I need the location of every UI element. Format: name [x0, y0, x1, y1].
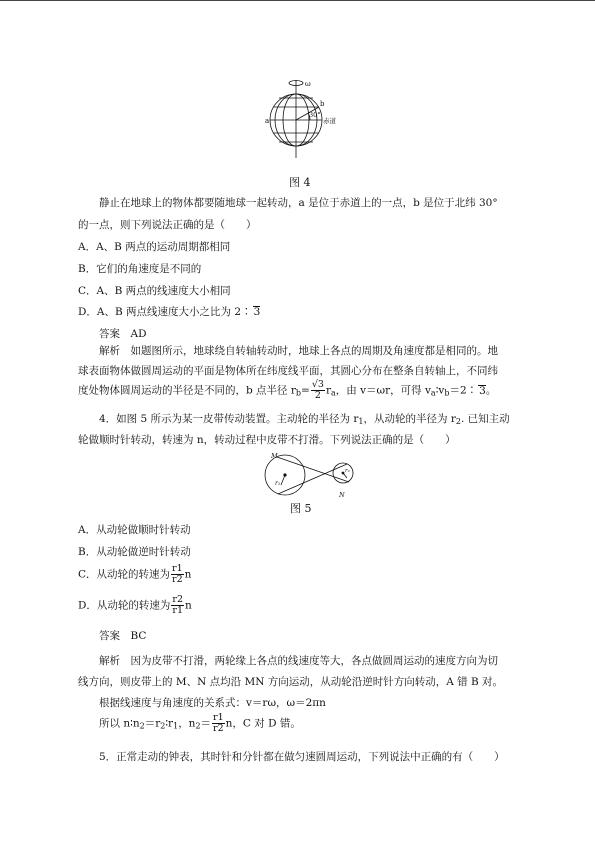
q4-option-c-fraction — [171, 564, 184, 585]
q3-exp3-r: r — [325, 384, 331, 397]
q3-explanation-line2: 球表面物体做圆周运动的平面是物体所在纬度线平面，其圆心分布在整条自转轴上，不同纬 — [78, 365, 498, 377]
q4-exp4-c: ∶r — [165, 717, 174, 730]
q4-option-d — [78, 595, 192, 616]
q4-option-c-post: n — [184, 568, 192, 581]
figure-4-label-30: 30° — [309, 111, 321, 119]
q4-stem-line1 — [99, 412, 510, 429]
q4-exp4-a: 所以 n∶n — [99, 717, 140, 730]
q4-exp4-d: ，n — [178, 717, 196, 730]
q4-option-b: B．从动轮做逆时针转动 — [78, 546, 191, 558]
q4-option-d-fraction — [171, 595, 184, 616]
q4-stem1-a: 4．如图 5 所示为某一皮带传动装置。主动轮的半径为 r — [99, 413, 359, 425]
figure-4-label-axis: 赤道 — [323, 117, 336, 125]
figure-4-caption: 图 4 — [289, 176, 311, 189]
figure-5-label-r1: r₁ — [275, 480, 281, 487]
q4-exp4-f: n，C 对 D 错。 — [225, 717, 301, 730]
q4-stem-line2: 轮做顺时针转动，转速为 n，转动过程中皮带不打滑。下列说法正确的是（ ） — [78, 434, 456, 446]
q4-option-d-post: n — [185, 599, 192, 612]
q3-exp3-sub-a: a — [331, 388, 336, 398]
q4-option-a: A．从动轮做顺时针转动 — [78, 524, 191, 536]
q4-exp4-num: r1 — [213, 712, 224, 723]
q4-exp4-b: ＝r — [144, 717, 161, 730]
q4-stem1-c: . 已知主动 — [460, 413, 510, 425]
q4-exp4-sub2: 2 — [139, 721, 145, 731]
q3-answer: 答案 AD — [99, 328, 147, 340]
figure-4-label-b: b — [320, 100, 325, 108]
q4-option-d-num: r2 — [172, 594, 184, 605]
q5-stem: 5．正常走动的钟表，其时针和分针都在做匀速圆周运动，下列说法中正确的有（ ） — [99, 751, 505, 763]
q3-exp3-fraction — [311, 380, 325, 401]
figure-5-label-M: M — [271, 452, 278, 460]
q3-explanation-line3 — [78, 380, 496, 401]
q3-option-d-text: D．A、B 两点线速度大小之比为 2∶ — [78, 306, 252, 318]
q3-explanation-line1: 解析 如题图所示，地球绕自转轴转动时，地球上各点的周期及角速度都是相同的。地 — [99, 345, 498, 357]
q3-exp3-sub-a2: a — [430, 388, 436, 398]
q3-option-d-radical: 3 — [253, 306, 261, 318]
q4-option-c — [78, 564, 191, 585]
q4-stem1-b: ，从动轮的半径为 r — [363, 413, 456, 425]
q3-option-d — [78, 305, 260, 319]
q4-explanation-line4 — [99, 713, 301, 734]
q3-exp3-radical: 3 — [479, 384, 486, 397]
figure-4-globe — [262, 76, 342, 160]
figure-5-label-r2: r₂ — [345, 468, 350, 474]
q4-option-d-den: r1 — [172, 605, 184, 616]
page-top-rule — [0, 0, 595, 1]
q4-explanation-line3: 根据线速度与角速度的关系式：v＝rω，ω＝2πn — [99, 697, 326, 709]
q4-exp4-sub2b: 2 — [160, 721, 166, 731]
q3-option-a: A．A、B 两点的运动周期都相同 — [78, 241, 231, 253]
q4-exp4-sub2c: 2 — [195, 721, 201, 731]
q3-option-b: B．它们的角速度是不同的 — [78, 263, 202, 275]
q3-exp3-c: ∶v — [435, 384, 445, 397]
q3-exp3-den: 2 — [314, 390, 321, 401]
q3-exp3-num: √3 — [311, 379, 324, 390]
q4-exp4-fraction — [212, 713, 225, 734]
q4-option-c-den: r2 — [172, 574, 183, 585]
q4-exp4-e: ＝ — [200, 717, 212, 730]
figure-5-belt-drive — [257, 452, 365, 502]
q4-exp4-den: r2 — [213, 723, 224, 734]
q4-answer: 答案 BC — [99, 630, 147, 642]
figure-5-label-N: N — [339, 491, 345, 499]
q4-explanation-line1: 解析 因为皮带不打滑，两轮缘上各点的线速度等大，各点做圆周运动的速度方向为切 — [99, 655, 498, 667]
q4-option-d-text: D．从动轮的转速为 — [78, 599, 171, 612]
figure-5-caption: 图 5 — [290, 502, 312, 515]
q3-stem-line2: 的一点，则下列说法正确的是（ ） — [78, 219, 257, 231]
q4-stem1-sub1: 1 — [358, 417, 364, 426]
q3-exp3-b: ，由 v＝ωr，可得 v — [335, 384, 431, 397]
q4-explanation-line2: 线方向，则皮带上的 M、N 点均沿 MN 方向运动，从动轮沿逆时针方向转动，A 错 B 对。 — [78, 676, 504, 688]
q3-exp3-sub-b2: b — [444, 388, 450, 398]
q3-exp3-end: 。 — [485, 384, 497, 397]
figure-4-label-a: a — [265, 117, 270, 125]
figure-4-omega: ω — [305, 80, 311, 88]
q3-exp3-a: 度处物体圆周运动的半径是不同的，b 点半径 r — [78, 384, 296, 397]
q4-option-c-text: C．从动轮的转速为 — [78, 568, 171, 581]
q4-exp4-sub1: 1 — [173, 721, 179, 731]
q3-exp3-d: ＝2∶ — [449, 384, 478, 397]
q4-stem1-sub2: 2 — [455, 417, 461, 426]
q3-option-c: C．A、B 两点的线速度大小相同 — [78, 285, 231, 297]
q3-exp3-sub-b: b — [295, 388, 302, 398]
q3-stem-line1: 静止在地球上的物体都要随地球一起转动，a 是位于赤道上的一点，b 是位于北纬 30° — [99, 197, 498, 209]
q4-option-c-num: r1 — [172, 563, 183, 574]
q3-exp3-eq: = — [301, 384, 310, 397]
